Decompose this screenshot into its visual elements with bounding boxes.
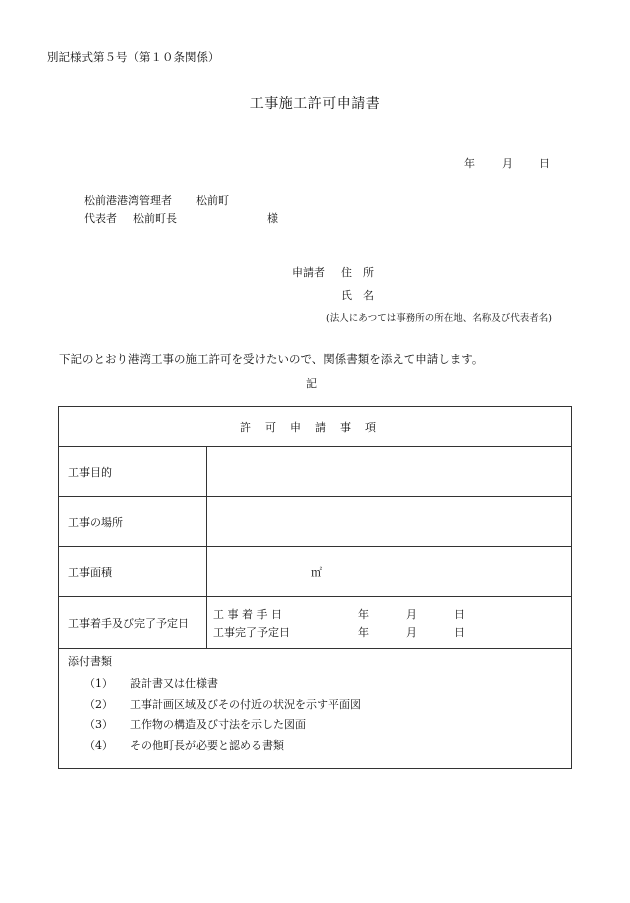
date-month-label: 月 xyxy=(502,157,513,170)
application-table xyxy=(58,406,572,769)
date-year-label: 年 xyxy=(464,157,475,170)
attachment-number: （3） xyxy=(84,718,113,732)
attachment-item xyxy=(68,673,562,694)
attachments-title: 添付書類 xyxy=(68,655,112,668)
addressee-role: 代表者 xyxy=(84,212,117,225)
form-number: 別記様式第５号（第１０条関係） xyxy=(47,50,220,64)
request-body-text: 下記のとおり港湾工事の施工許可を受けたいので、関係書類を添えて申請します。 xyxy=(59,352,484,366)
attachments-cell xyxy=(59,649,572,769)
document-title: 工事施工許可申請書 xyxy=(249,96,381,112)
attachment-item xyxy=(68,714,562,735)
attachment-number: （2） xyxy=(84,697,113,711)
table-row-schedule xyxy=(59,597,572,649)
end-date-line xyxy=(207,623,571,641)
attachment-text: その他町長が必要と認める書類 xyxy=(130,738,284,752)
start-day: 日 xyxy=(454,607,465,621)
purpose-value-cell[interactable] xyxy=(207,447,572,497)
ki-heading: 記 xyxy=(306,377,317,390)
schedule-label: 工事着手及び完了予定日 xyxy=(59,597,207,649)
table-row-area xyxy=(59,547,572,597)
date-day-label: 日 xyxy=(539,157,550,170)
place-value-cell[interactable] xyxy=(207,497,572,547)
attachment-item xyxy=(68,694,562,715)
attachment-number: （4） xyxy=(84,738,113,752)
area-value-cell[interactable] xyxy=(207,547,572,597)
area-unit: ㎡ xyxy=(311,565,322,579)
table-row-attachments xyxy=(59,649,572,769)
attachment-item xyxy=(68,735,562,756)
table-header: 許可申請事項 xyxy=(59,407,572,447)
addressee-honorific: 様 xyxy=(267,212,278,225)
attachment-text: 工作物の構造及び寸法を示した図面 xyxy=(130,718,306,732)
table-header-row xyxy=(59,407,572,447)
schedule-value-cell[interactable] xyxy=(207,597,572,649)
start-date-label: 工 事 着 手 日 xyxy=(213,607,282,621)
end-day: 日 xyxy=(454,625,465,639)
place-label: 工事の場所 xyxy=(59,497,207,547)
applicant-name-label: 氏 名 xyxy=(341,289,374,302)
start-month: 月 xyxy=(406,607,417,621)
addressee-org: 松前港港湾管理者 xyxy=(84,194,172,207)
attachment-text: 設計書又は仕様書 xyxy=(130,677,218,691)
applicant-address-label: 住 所 xyxy=(341,266,374,279)
end-month: 月 xyxy=(406,625,417,639)
purpose-label: 工事目的 xyxy=(59,447,207,497)
end-date-label: 工事完了予定日 xyxy=(213,625,290,639)
table-row-place xyxy=(59,497,572,547)
table-row-purpose xyxy=(59,447,572,497)
area-label: 工事面積 xyxy=(59,547,207,597)
attachment-text: 工事計画区域及びその付近の状況を示す平面図 xyxy=(130,697,361,711)
addressee-mayor: 松前町長 xyxy=(133,212,177,225)
attachment-number: （1） xyxy=(84,677,113,691)
applicant-note: (法人にあつては事務所の所在地、名称及び代表者名) xyxy=(326,313,552,324)
start-date-line xyxy=(207,605,571,623)
addressee-town: 松前町 xyxy=(196,194,229,207)
end-year: 年 xyxy=(358,625,369,639)
start-year: 年 xyxy=(358,607,369,621)
applicant-label: 申請者 xyxy=(292,266,325,279)
